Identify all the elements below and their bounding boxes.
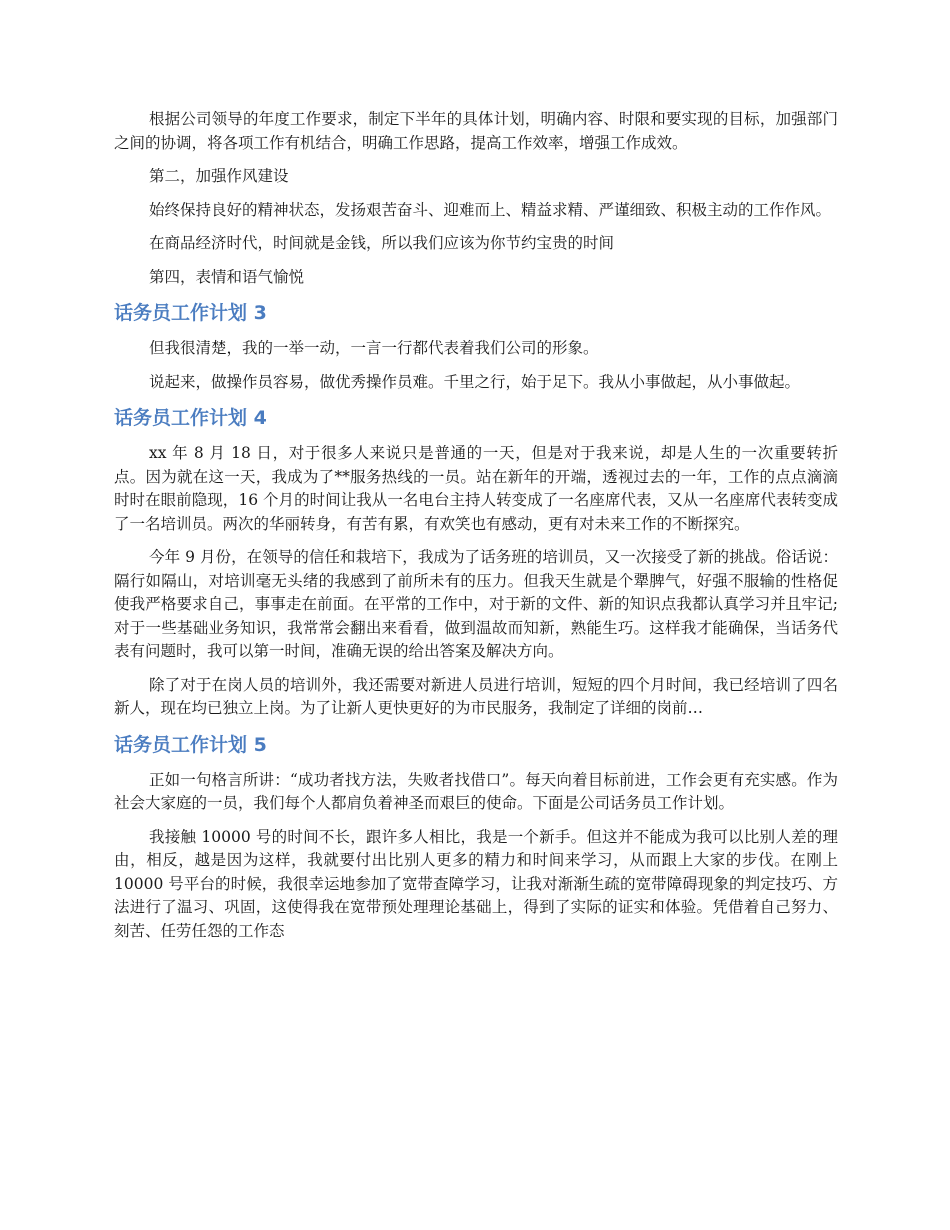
paragraph: 说起来，做操作员容易，做优秀操作员难。千里之行，始于足下。我从小事做起，从小事做起。 (149, 372, 801, 391)
section-plan-3 (114, 299, 838, 394)
section-plan-4 (114, 404, 838, 721)
paragraph: 但我很清楚，我的一举一动，一言一行都代表着我们公司的形象。 (149, 339, 599, 357)
paragraph: 除了对于在岗人员的培训外，我还需要对新进人员进行培训，短短的四个月时间，我已经培训了四名新人，现在均已独立上岗。为了让新人更快更好的为市民服务，我制定了详细的岗前… (114, 675, 838, 717)
paragraph: xx 年 8 月 18 日，对于很多人来说只是普通的一天，但是对于我来说，却是人生的一次重要转折点。因为就在这一天，我成为了**服务热线的一员。站在新年的开端，透视过去的一年，工作的点点滴滴时时在眼前隐现，16 个月的时间让我从一名电台主持人转变成了一名座席代表，又从一名座席代表转变成了一名培训员。两次的华丽转身，有苦有累，有欢笑也有感动，更有对未来工作的不断探究。 (114, 444, 838, 533)
document-page (114, 108, 838, 953)
paragraph: 我接触 10000 号的时间不长，跟许多人相比，我是一个新手。但这并不能成为我可以比别人差的理由，相反，越是因为这样，我就要付出比别人更多的精力和时间来学习，从而跟上大家的步伐。在刚上 10000 号平台的时候，我很幸运地参加了宽带查障学习，让我对渐渐生疏的宽带障碍现象的判定技巧、方法进行了温习、巩固，这使得我在宽带预处理理论基础上，得到了实际的证实和体验。凭借着自己努力、刻苦、任劳任怨的工作态 (114, 827, 838, 940)
section-plan-5 (114, 731, 838, 944)
section-heading: 话务员工作计划 4 (114, 407, 267, 429)
paragraph: 正如一句格言所讲：“成功者找方法，失败者找借口”。每天向着目标前进，工作会更有充实感。作为社会大家庭的一员，我们每个人都肩负着神圣而艰巨的使命。下面是公司话务员工作计划。 (114, 770, 838, 812)
paragraph: 第二，加强作风建设 (149, 167, 289, 185)
paragraph: 今年 9 月份，在领导的信任和栽培下，我成为了话务班的培训员，又一次接受了新的挑战。俗话说：隔行如隔山，对培训毫无头绪的我感到了前所未有的压力。但我天生就是个犟脾气，好强不服输的性格促使我严格要求自己，事事走在前面。在平常的工作中，对于新的文件、新的知识点我都认真学习并且牢记;对于一些基础业务知识，我常常会翻出来看看，做到温故而知新，熟能生巧。这样我才能确保，当话务代表有问题时，我可以第一时间，准确无误的给出答案及解决方向。 (114, 548, 838, 660)
paragraph: 在商品经济时代，时间就是金钱，所以我们应该为你节约宝贵的时间 (149, 234, 615, 252)
paragraph: 根据公司领导的年度工作要求，制定下半年的具体计划，明确内容、时限和要实现的目标，加强部门之间的协调，将各项工作有机结合，明确工作思路，提高工作效率，增强工作成效。 (114, 110, 838, 152)
paragraph: 始终保持良好的精神状态，发扬艰苦奋斗、迎难而上、精益求精、严谨细致、积极主动的工作作风。 (149, 200, 832, 219)
section-continuation (114, 108, 838, 289)
paragraph: 第四，表情和语气愉悦 (149, 267, 305, 286)
section-heading: 话务员工作计划 3 (114, 302, 267, 324)
section-heading: 话务员工作计划 5 (114, 733, 267, 756)
